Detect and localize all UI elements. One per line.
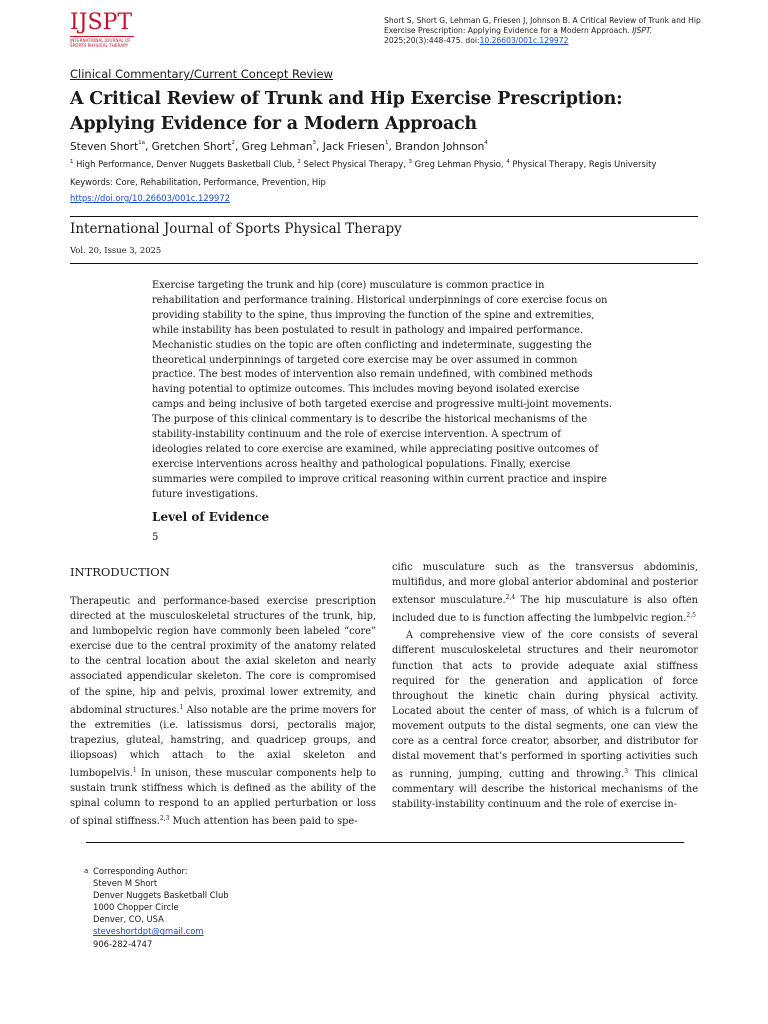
introduction-heading: INTRODUCTION (70, 565, 170, 579)
keywords: Keywords: Core, Rehabilitation, Performance, Prevention, Hip (70, 177, 326, 187)
author-email-link[interactable]: steveshortdpt@gmail.com (93, 926, 204, 937)
citation-text: Short S, Short G, Lehman G, Friesen J, Johnson B. A Critical Review of Trunk and Hip Exercise Prescription: Applying Evidence for a Modern Approach. (384, 16, 701, 35)
citation-ref: 2,5 (686, 612, 696, 620)
citation-doi-link[interactable]: 10.26603/001c.129972 (479, 36, 569, 45)
abstract-text: Exercise targeting the trunk and hip (core) musculature is common practice in rehabilitation and performance training. Historical underpinnings of core exercise focus on providing stability to the spine, thus improving the function of the spine and extremities, while instability has been postulated to result in pathology and impaired performance. Mechanistic studies on the topic are often conflicting and indeterminate, suggesting the theoretical underpinnings of targeted core exercise may be over assumed in common practice. The best modes of intervention also remain undefined, with combined methods having potential to optimize outcomes. This includes moving beyond isolated exercise camps and being inclusive of both targeted exercise and progressive multi-joint movements. The purpose of this clinical commentary is to describe the historical mechanisms of the stability-instability continuum and the role of exercise intervention. A spectrum of ideologies related to core exercise are examined, while appreciating positive outcomes of exercise interventions across healthy and pathological populations. Finally, exercise summaries were compiled to improve critical reasoning within current practice and inspire future investigations. (152, 280, 612, 500)
journal-logo (70, 12, 136, 50)
divider (70, 216, 698, 217)
citation-ref: 1 (179, 703, 184, 711)
author: Jack Friesen$^1$, (322, 140, 396, 153)
author-city: Denver, CO, USA (93, 914, 164, 925)
article-section-type: Clinical Commentary/Current Concept Review (70, 67, 334, 81)
body-column-right (392, 560, 698, 813)
level-of-evidence-heading: Level of Evidence (152, 510, 270, 524)
citation-ref: 2,4 (505, 594, 516, 602)
body-column-left (70, 594, 376, 829)
paragraph: A comprehensive view of the core consists of several different musculoskeletal structures and their neuromotor function that acts to provide adequate axial stiffness required for the generation and application of force throughout the kinetic chain during physical activity. Located about the center of mass, of which is a fulcrum of movement outputs to the distal segments, one can view the core as a central force creator, absorber, and distributor for distal movement that’s performed in sporting activities such as running, jumping, cutting and throwing.$^3$ This clinical commentary will describe the historical mechanisms of the stability-instability continuum and the role of exercise in- (392, 630, 699, 811)
divider (70, 263, 698, 264)
author-list (70, 140, 488, 153)
footnote-divider (86, 842, 684, 843)
citation-ref: 3 (624, 768, 629, 776)
abstract (152, 279, 614, 503)
paragraph: cific musculature such as the transversus abdominis, multifidus, and more global anterior abdominal and posterior extensor musculature.$^{2,4}$ The hip musculature is also often included due to is function affecting the lumbpelvic region.$^{2,5}$ (392, 562, 698, 625)
journal-name: International Journal of Sports Physical Therapy (70, 221, 402, 237)
footnote-marker: a (84, 867, 89, 875)
footnote-label: Corresponding Author: (93, 866, 188, 876)
author-phone: 906-282-4747 (93, 938, 153, 949)
author-street: 1000 Chopper Circle (93, 902, 179, 913)
logo-text: IJSPT (70, 10, 133, 35)
citation-journal: IJSPT. (632, 26, 653, 35)
logo-subtext: INTERNATIONAL JOURNAL OF SPORTS PHYSICAL THERAPY (70, 36, 134, 48)
author: Steven Short$^{1a}$, (70, 140, 152, 153)
citation-ref: 1 (132, 767, 137, 775)
affiliations: $^1$ High Performance, Denver Nuggets Basketball Club, $^2$ Select Physical Therapy, $^3$ Greg Lehman Physio, $^4$ Physical Therapy, Regis University (70, 159, 657, 169)
author: Greg Lehman$^3$, (241, 140, 323, 153)
level-of-evidence-value: 5 (152, 532, 159, 543)
citation-block (384, 16, 704, 46)
article-title: A Critical Review of Trunk and Hip Exercise Prescription: Applying Evidence for a Modern Approach (70, 89, 623, 134)
author-org: Denver Nuggets Basketball Club (93, 890, 229, 901)
citation-ref: 2,3 (159, 815, 170, 823)
paragraph: Therapeutic and performance-based exercise prescription directed at the musculoskeletal structures of the trunk, hip, and lumbopelvic region have commonly been labeled “core” exercise due to the central proximity of the anatomy related to the central location about the axial skeleton and nearly associated appendicular skeleton. The core is compromised of the spine, hip and pelvis, proximal lower extremity, and abdominal structures.$^1$ Also notable are the prime movers for the extremities (i.e. latissismus dorsi, pectoralis major, trapezius, gluteal, hamstring, and quadricep groups, and iliopsoas) which attach to the axial skeleton and lumbopelvis.$^1$ In unison, these muscular components help to sustain trunk stiffness which is defined as the ability of the spinal column to respond to an applied perturbation or loss of spinal stiffness.$^{2,3}$ Much attention has been paid to spe- (70, 596, 376, 828)
volume-issue: Vol. 20, Issue 3, 2025 (70, 245, 162, 255)
citation-details: 2025;20(3):448-475. doi: (384, 36, 480, 45)
author-name: Steven M Short (93, 878, 158, 889)
author: Brandon Johnson$^4$ (395, 140, 488, 153)
corresponding-author-footnote (84, 865, 229, 950)
doi-link[interactable]: https://doi.org/10.26603/001c.129972 (70, 193, 231, 203)
author: Gretchen Short$^2$, (151, 140, 242, 153)
